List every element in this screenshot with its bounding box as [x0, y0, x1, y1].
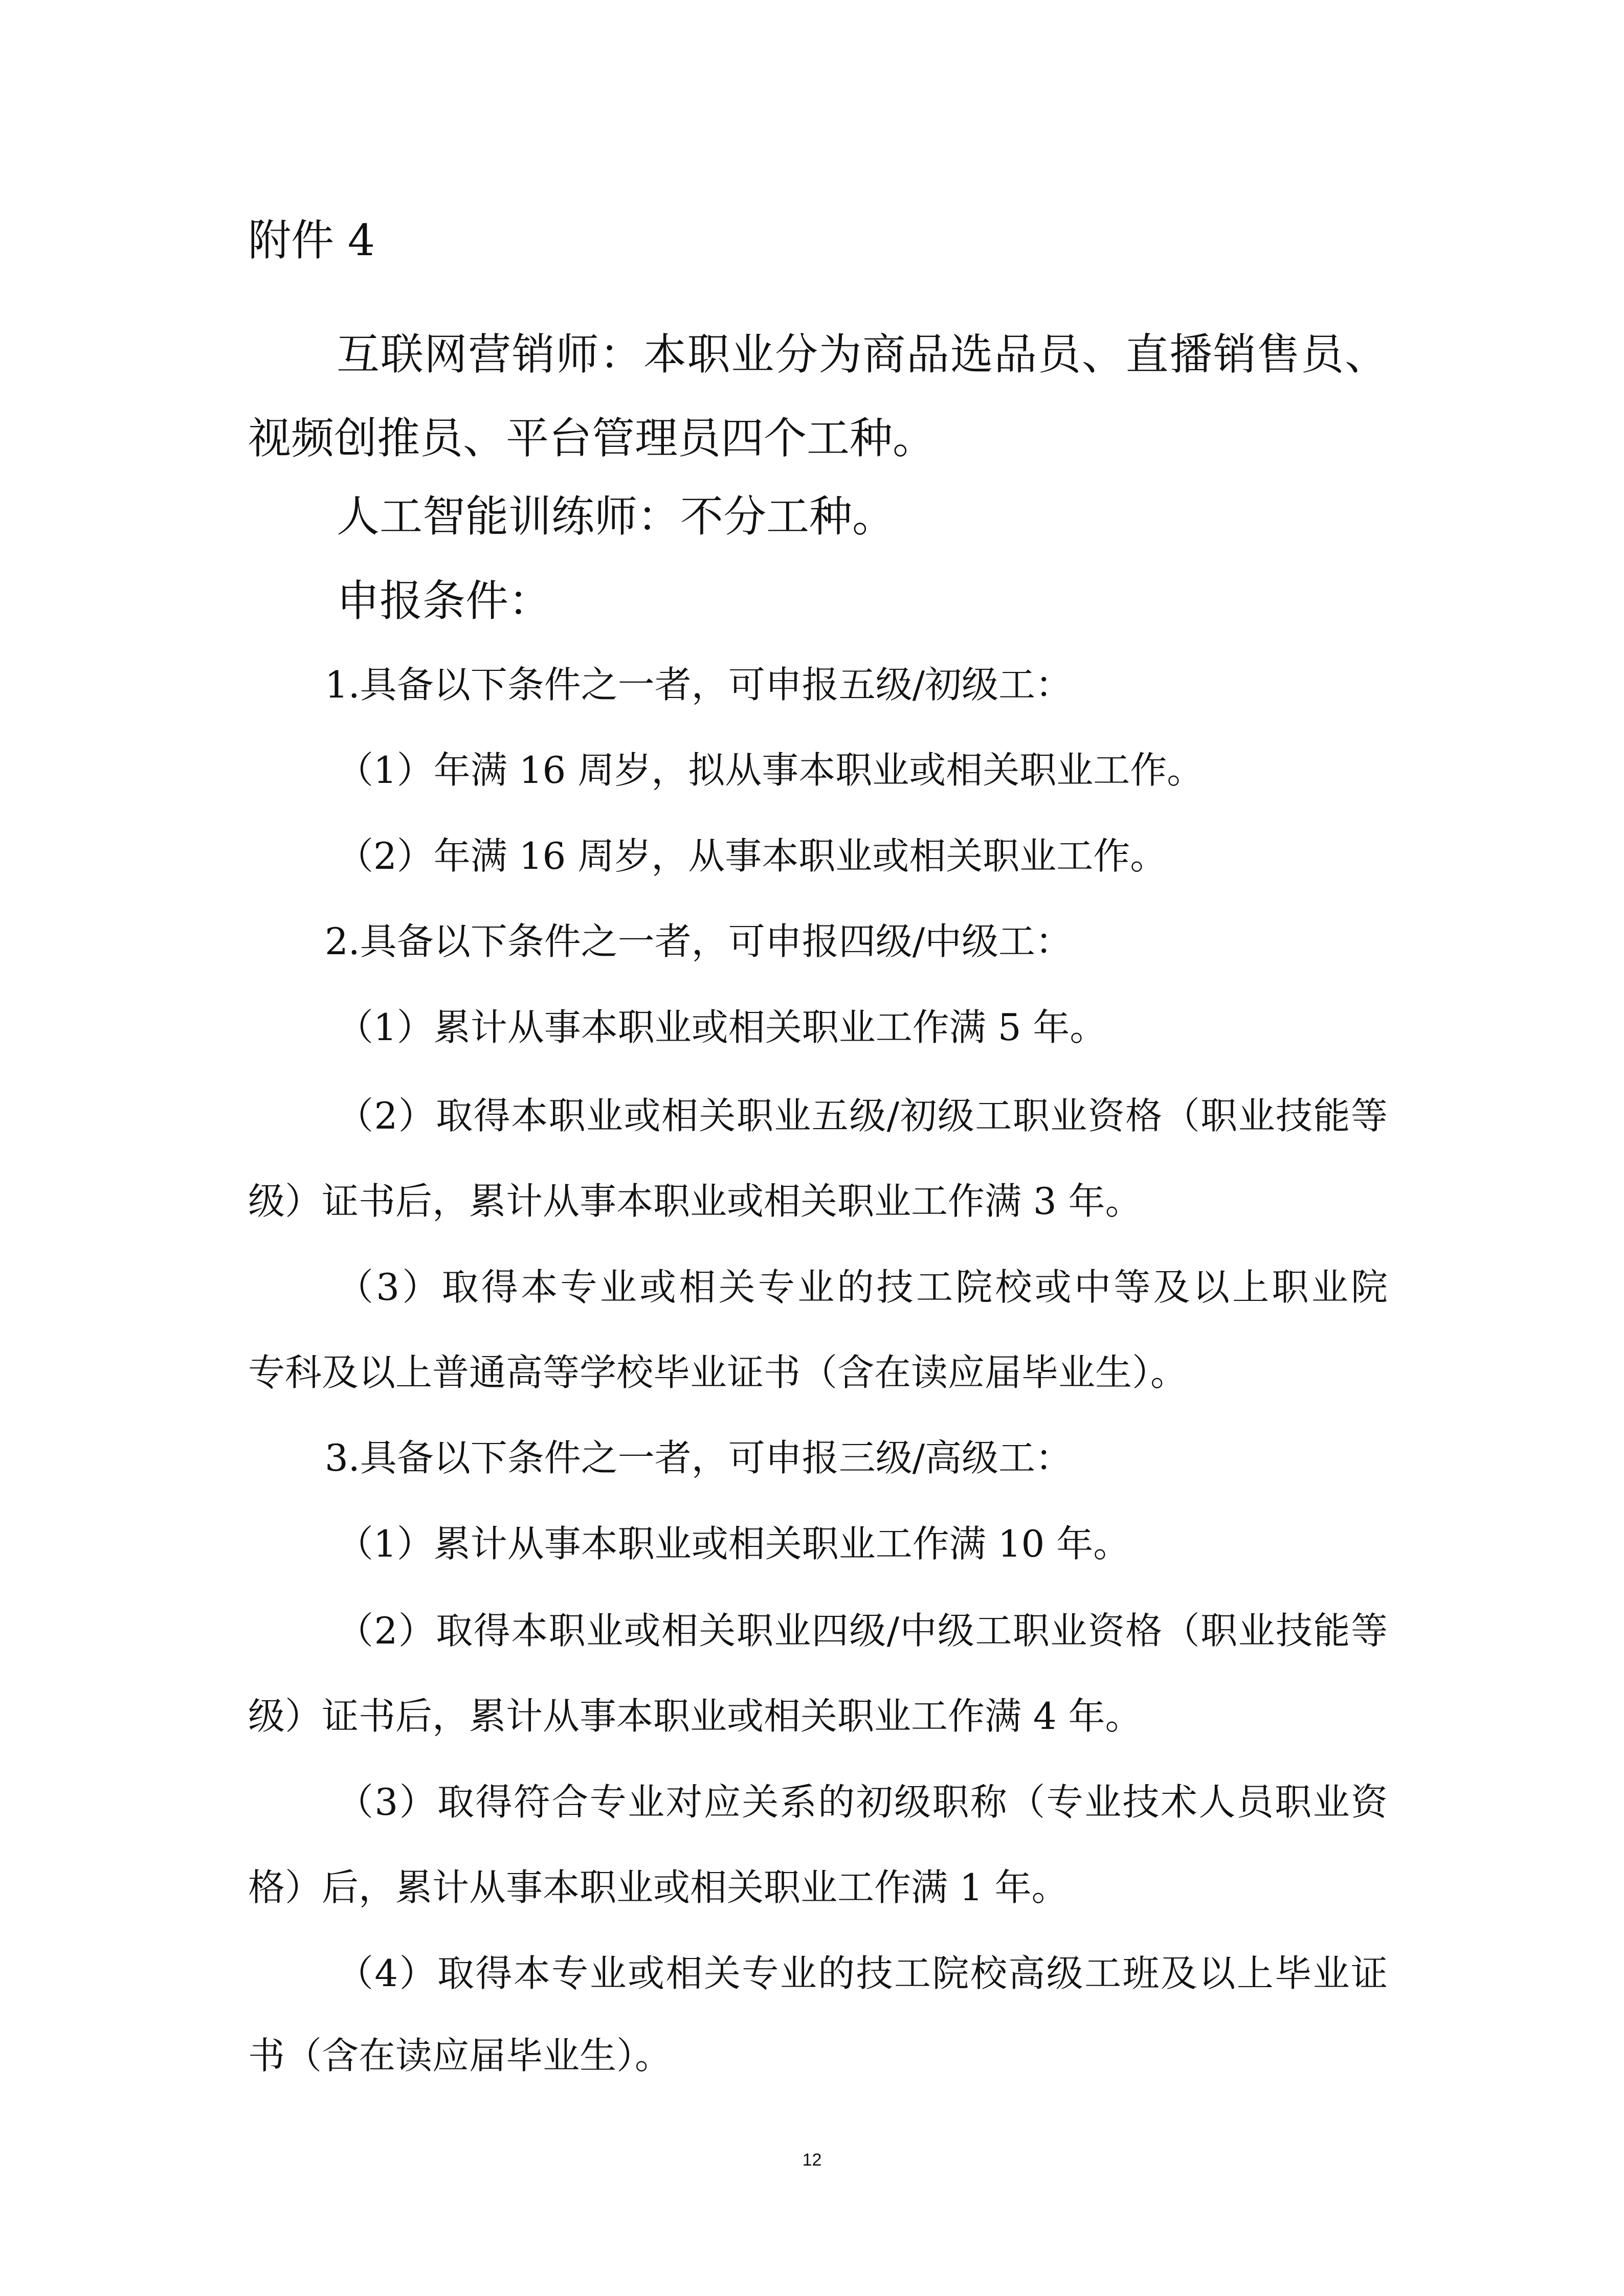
intro-paragraph-line: 视频创推员、平台管理员四个工种。: [248, 413, 936, 463]
level3-heading: 3.具备以下条件之一者，可申报三级/高级工：: [325, 1436, 1072, 1479]
level5-item: （1）年满 16 周岁，拟从事本职业或相关职业工作。: [337, 749, 1204, 792]
level3-item-line: 格）后，累计从事本职业或相关职业工作满 1 年。: [248, 1866, 1069, 1909]
attachment-label: 附件 4: [248, 215, 375, 265]
level4-item-line: 专科及以上普通高等学校毕业证书（含在读应届毕业生）。: [248, 1351, 1188, 1394]
level3-item-line: （2）取得本职业或相关职业四级/中级工职业资格（职业技能等: [337, 1609, 1388, 1652]
level4-item-line: （3）取得本专业或相关专业的技工院校或中等及以上职业院: [337, 1266, 1388, 1309]
level4-heading: 2.具备以下条件之一者，可申报四级/中级工：: [325, 920, 1072, 963]
level4-item-line: 级）证书后，累计从事本职业或相关职业工作满 3 年。: [248, 1180, 1142, 1223]
intro-paragraph: 人工智能训练师：不分工种。: [337, 491, 896, 542]
level3-item-line: 级）证书后，累计从事本职业或相关职业工作满 4 年。: [248, 1695, 1142, 1738]
level4-item-line: （2）取得本职业或相关职业五级/初级工职业资格（职业技能等: [337, 1094, 1388, 1137]
level3-item-line: （3）取得符合专业对应关系的初级职称（专业技术人员职业资: [337, 1781, 1388, 1824]
level5-item: （2）年满 16 周岁，从事本职业或相关职业工作。: [337, 835, 1167, 877]
level4-item: （1）累计从事本职业或相关职业工作满 5 年。: [337, 1006, 1107, 1049]
page-number: 12: [802, 2150, 822, 2170]
level5-heading: 1.具备以下条件之一者，可申报五级/初级工：: [325, 663, 1072, 706]
intro-paragraph-line: 互联网营销师：本职业分为商品选品员、直播销售员、: [337, 329, 1388, 379]
section-heading: 申报条件：: [337, 576, 552, 626]
level3-item: （1）累计从事本职业或相关职业工作满 10 年。: [337, 1522, 1130, 1565]
level3-item-line: （4）取得本专业或相关专业的技工院校高级工班及以上毕业证: [337, 1952, 1388, 1995]
level3-item-line: 书（含在读应届毕业生）。: [248, 2034, 672, 2077]
